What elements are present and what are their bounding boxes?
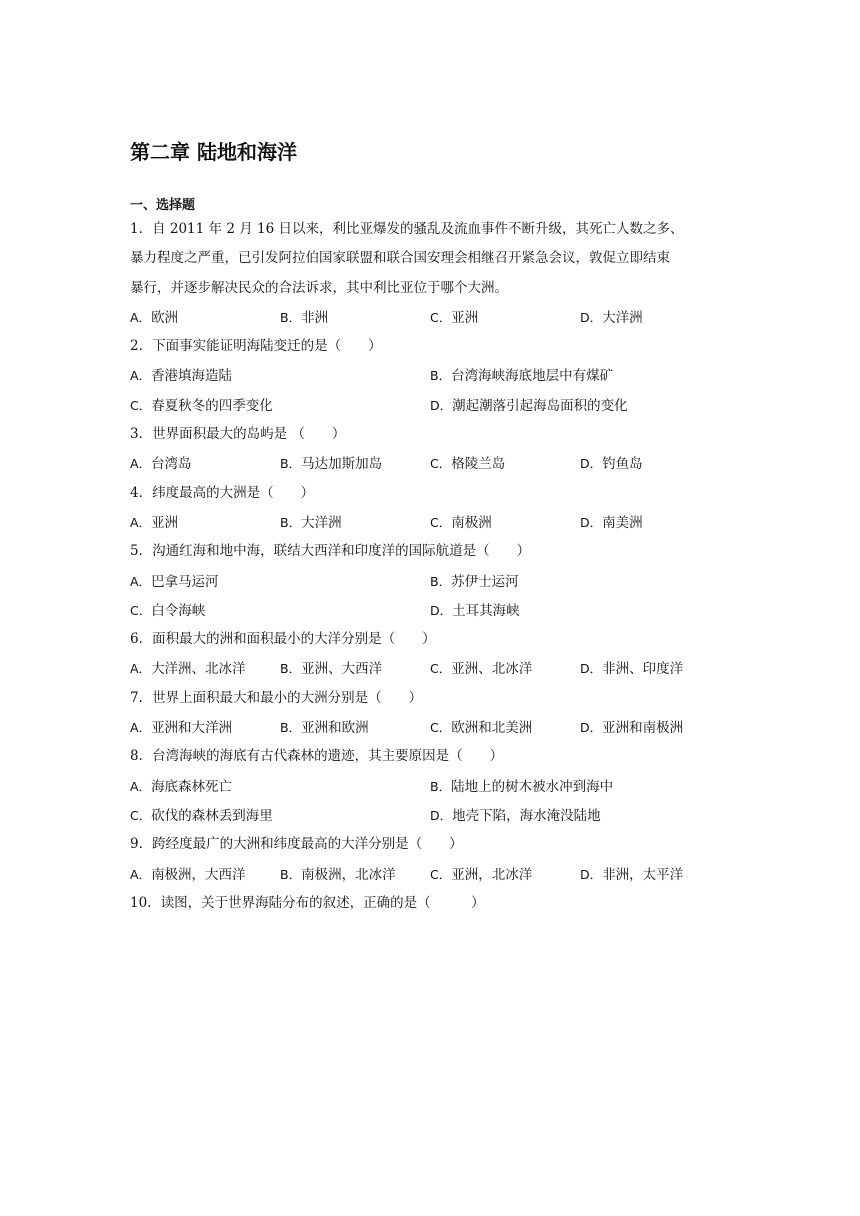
option-a: [130, 508, 178, 538]
question-2: [130, 332, 730, 420]
option-letter: B．: [280, 456, 302, 472]
option-letter: D．: [430, 602, 453, 618]
question-2-options-row-2: [130, 391, 730, 420]
option-letter: B．: [280, 309, 302, 325]
option-letter: A．: [130, 661, 152, 677]
question-3: [130, 420, 730, 479]
option-letter: C．: [130, 602, 152, 618]
option-d: [430, 801, 601, 831]
question-5-text: 5．沟通红海和地中海，联结大西洋和印度洋的国际航道是（ ）: [130, 543, 531, 560]
option-text: 亚洲，北冰洋: [451, 866, 533, 883]
option-d: [580, 449, 643, 479]
option-letter: B．: [280, 866, 302, 882]
option-text: 土耳其海峡: [452, 602, 520, 619]
option-letter: B．: [280, 514, 302, 530]
option-text: 海底森林死亡: [151, 778, 233, 795]
option-letter: B．: [430, 368, 452, 384]
question-7-text: 7．世界上面积最大和最小的大洲分别是（ ）: [130, 689, 423, 706]
question-3-text: 3．世界面积最大的岛屿是 （ ）: [130, 426, 346, 443]
section-heading: 一、选择题: [130, 198, 196, 213]
question-6: [130, 625, 730, 684]
option-text: 亚洲、大西洋: [301, 661, 383, 678]
option-text: 马达加斯加岛: [301, 456, 383, 473]
option-text: 地壳下陷，海水淹没陆地: [452, 807, 601, 824]
option-text: 大洋洲、北冰洋: [151, 661, 246, 678]
option-c: [430, 508, 492, 538]
option-b: [280, 449, 382, 479]
question-1-options: [130, 303, 730, 332]
option-letter: D．: [580, 866, 603, 882]
question-2-options-row-1: [130, 361, 730, 390]
option-text: 春夏秋冬的四季变化: [151, 397, 273, 414]
option-c: [430, 303, 478, 333]
option-a: [130, 713, 232, 743]
option-text: 白令海峡: [151, 602, 206, 619]
option-c: [430, 860, 532, 890]
option-b: [430, 772, 613, 802]
option-letter: A．: [130, 309, 152, 325]
option-text: 欧洲: [151, 309, 179, 326]
option-text: 苏伊士运河: [451, 573, 519, 590]
option-letter: A．: [130, 778, 152, 794]
option-a: [130, 303, 178, 333]
question-7-options: [130, 713, 730, 742]
question-9: [130, 830, 730, 889]
question-5-options-row-2: [130, 596, 730, 625]
question-8-options-row-1: [130, 772, 730, 801]
option-a: [130, 449, 192, 479]
option-letter: D．: [430, 397, 453, 413]
option-d: [580, 860, 683, 890]
option-letter: C．: [130, 807, 152, 823]
question-10-text: 10．读图，关于世界海陆分布的叙述，正确的是（ ）: [130, 894, 485, 911]
option-text: 非洲: [301, 309, 329, 326]
option-b: [280, 508, 342, 538]
option-letter: C．: [430, 866, 452, 882]
option-text: 台湾岛: [151, 456, 192, 473]
option-c: [430, 449, 505, 479]
option-letter: B．: [430, 778, 452, 794]
option-text: 南极洲，大西洋: [151, 866, 246, 883]
question-9-options: [130, 860, 730, 889]
option-letter: A．: [130, 573, 152, 589]
option-b: [280, 303, 328, 333]
option-letter: D．: [580, 661, 603, 677]
option-text: 潮起潮落引起海岛面积的变化: [452, 397, 628, 414]
option-text: 台湾海峡海底地层中有煤矿: [451, 368, 614, 385]
option-c: [430, 713, 532, 743]
option-d: [580, 654, 683, 684]
option-a: [130, 860, 246, 890]
option-text: 非洲，太平洋: [602, 866, 684, 883]
question-8-text: 8．台湾海峡的海底有古代森林的遗迹，其主要原因是（ ）: [130, 748, 504, 765]
option-letter: C．: [430, 661, 452, 677]
option-letter: D．: [580, 309, 603, 325]
option-c: [130, 391, 273, 421]
option-letter: C．: [130, 397, 152, 413]
option-letter: A．: [130, 866, 152, 882]
question-2-text: 2．下面事实能证明海陆变迁的是（ ）: [130, 338, 382, 355]
question-4: [130, 479, 730, 538]
option-b: [280, 713, 369, 743]
option-text: 大洋洲: [602, 309, 643, 326]
option-text: 亚洲: [151, 514, 179, 531]
option-a: [130, 772, 232, 802]
option-a: [130, 654, 246, 684]
option-c: [430, 654, 532, 684]
option-text: 钓鱼岛: [602, 456, 643, 473]
option-letter: D．: [580, 514, 603, 530]
option-text: 亚洲和欧洲: [301, 720, 369, 737]
option-letter: A．: [130, 720, 152, 736]
option-letter: A．: [130, 368, 152, 384]
option-letter: D．: [430, 807, 453, 823]
question-5-options-row-1: [130, 567, 730, 596]
option-letter: A．: [130, 514, 152, 530]
question-4-options: [130, 508, 730, 537]
question-10: [130, 889, 730, 918]
option-letter: B．: [280, 720, 302, 736]
option-letter: C．: [430, 309, 452, 325]
option-text: 南美洲: [602, 514, 643, 531]
question-1-text-line-2: 暴力程度之严重，已引发阿拉伯国家联盟和联合国安理会相继召开紧急会议，敦促立即结束: [130, 250, 670, 267]
option-text: 砍伐的森林丢到海里: [151, 807, 273, 824]
option-text: 亚洲和大洋洲: [151, 720, 233, 737]
option-d: [580, 303, 643, 333]
option-a: [130, 567, 219, 597]
option-text: 巴拿马运河: [151, 573, 219, 590]
question-1: [130, 215, 730, 332]
option-text: 大洋洲: [301, 514, 342, 531]
option-c: [130, 801, 273, 831]
option-letter: C．: [430, 720, 452, 736]
option-d: [430, 391, 628, 421]
option-letter: B．: [280, 661, 302, 677]
question-3-options: [130, 449, 730, 478]
question-8-options-row-2: [130, 801, 730, 830]
question-9-text: 9．跨经度最广的大洲和纬度最高的大洋分别是（ ）: [130, 836, 463, 853]
option-text: 陆地上的树木被水冲到海中: [451, 778, 614, 795]
chapter-title: 第二章 陆地和海洋: [130, 140, 297, 164]
option-text: 南极洲: [451, 514, 492, 531]
option-text: 亚洲: [451, 309, 479, 326]
option-letter: C．: [430, 456, 452, 472]
option-text: 亚洲、北冰洋: [451, 661, 533, 678]
question-6-text: 6．面积最大的洲和面积最小的大洋分别是（ ）: [130, 631, 436, 648]
option-letter: D．: [580, 456, 603, 472]
option-text: 亚洲和南极洲: [602, 720, 684, 737]
option-text: 非洲、印度洋: [602, 661, 684, 678]
option-text: 欧洲和北美洲: [451, 720, 533, 737]
option-letter: C．: [430, 514, 452, 530]
option-text: 香港填海造陆: [151, 368, 233, 385]
question-8: [130, 742, 730, 830]
question-1-text-line-3: 暴行，并逐步解决民众的合法诉求，其中利比亚位于哪个大洲。: [130, 279, 508, 296]
option-c: [130, 596, 205, 626]
option-d: [580, 508, 643, 538]
question-4-text: 4．纬度最高的大洲是（ ）: [130, 484, 315, 501]
question-5: [130, 537, 730, 625]
option-b: [430, 361, 613, 391]
question-7: [130, 684, 730, 743]
option-b: [280, 860, 396, 890]
question-6-options: [130, 654, 730, 683]
option-letter: A．: [130, 456, 152, 472]
option-text: 南极洲，北冰洋: [301, 866, 396, 883]
option-a: [130, 361, 232, 391]
option-letter: B．: [430, 573, 452, 589]
option-d: [430, 596, 520, 626]
option-b: [430, 567, 519, 597]
option-d: [580, 713, 683, 743]
option-letter: D．: [580, 720, 603, 736]
option-text: 格陵兰岛: [451, 456, 506, 473]
option-b: [280, 654, 382, 684]
question-1-text-line-1: 1．自 2011 年 2 月 16 日以来，利比亚爆发的骚乱及流血事件不断升级，其死亡人数之多、: [130, 221, 684, 237]
question-list: [130, 215, 730, 918]
